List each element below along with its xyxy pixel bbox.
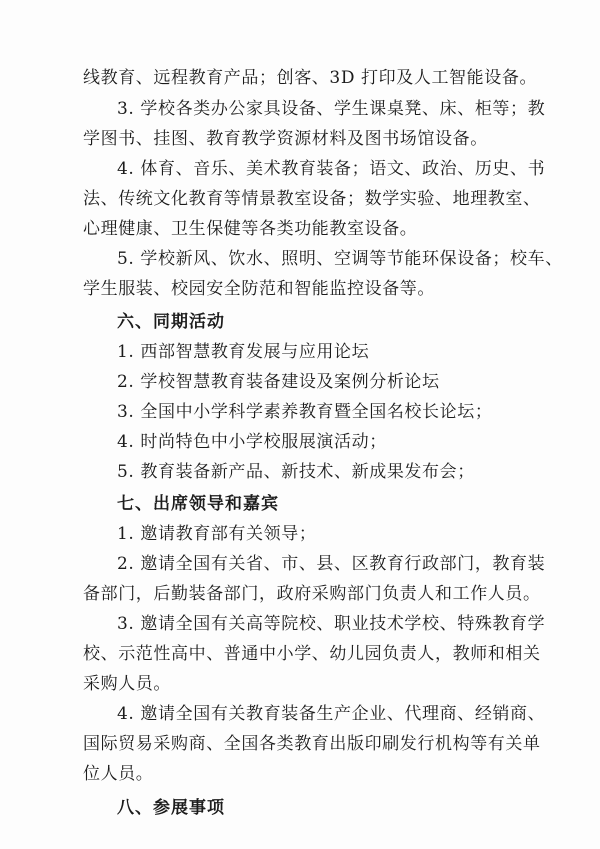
text-line: 1. 西部智慧教育发展与应用论坛	[117, 342, 370, 362]
text-line: 学生服装、校园安全防范和智能监控设备等。	[83, 279, 435, 299]
text-line: 国际贸易采购商、全国各类教育出版印刷发行机构等有关单	[83, 734, 541, 754]
text-line: 2. 学校智慧教育装备建设及案例分析论坛	[117, 372, 440, 392]
text-line: 3. 邀请全国有关高等院校、职业技术学校、特殊教育学	[117, 614, 546, 634]
section-heading: 八、参展事项	[117, 798, 225, 818]
text-line: 备部门，后勤装备部门，政府采购部门负责人和工作人员。	[83, 584, 541, 604]
text-line: 位人员。	[83, 764, 154, 784]
section-heading: 六、同期活动	[117, 312, 225, 332]
text-line: 1. 邀请教育部有关领导；	[117, 524, 317, 544]
text-line: 4. 体育、音乐、美术教育装备；语文、政治、历史、书	[117, 159, 546, 179]
text-line: 4. 邀请全国有关教育装备生产企业、代理商、经销商、	[117, 704, 546, 724]
text-line: 5. 教育装备新产品、新技术、新成果发布会；	[117, 462, 475, 482]
text-line: 3. 全国中小学科学素养教育暨全国名校长论坛；	[117, 402, 493, 422]
text-line: 2. 邀请全国有关省、市、县、区教育行政部门，教育装	[117, 554, 546, 574]
text-line: 采购人员。	[83, 674, 171, 694]
section-heading: 七、出席领导和嘉宾	[117, 494, 279, 514]
text-line: 学图书、挂图、教育教学资源材料及图书场馆设备。	[83, 129, 488, 149]
text-line: 法、传统文化教育等情景教室设备；数学实验、地理教室、	[83, 189, 541, 209]
text-line: 校、示范性高中、普通中小学、幼儿园负责人，教师和相关	[83, 644, 541, 664]
text-line: 3. 学校各类办公家具设备、学生课桌凳、床、柜等；教	[117, 99, 546, 119]
text-line: 线教育、远程教育产品；创客、3D 打印及人工智能设备。	[83, 68, 538, 88]
text-line: 5. 学校新风、饮水、照明、空调等节能环保设备；校车、	[117, 249, 563, 269]
text-line: 4. 时尚特色中小学校服展演活动；	[117, 432, 387, 452]
text-line: 心理健康、卫生保健等各类功能教室设备。	[83, 219, 418, 239]
